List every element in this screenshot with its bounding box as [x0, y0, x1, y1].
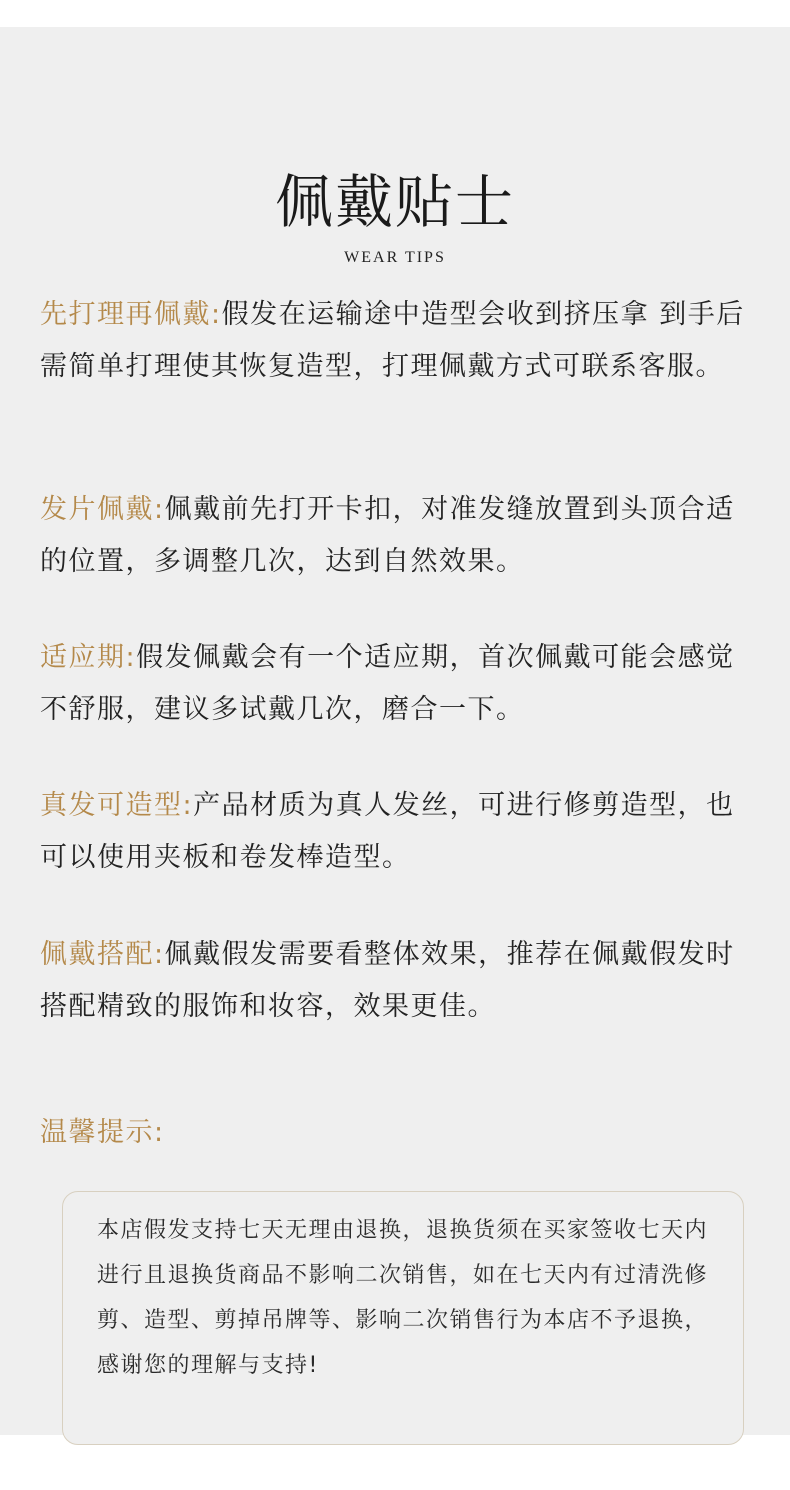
tip-item	[40, 929, 762, 1033]
tip-item	[40, 632, 762, 736]
notice-box	[62, 1191, 744, 1445]
page-title: 佩戴贴士	[274, 168, 515, 236]
tip-text: 假发佩戴会有一个适应期，首次佩戴可能会感觉不舒服，建议多试戴几次，磨合一下。	[40, 642, 735, 725]
tip-text: 佩戴假发需要看整体效果，推荐在佩戴假发时搭配精致的服饰和妆容，效果更佳。	[40, 939, 735, 1022]
tip-item	[40, 780, 762, 884]
tip-label: 先打理再佩戴:	[40, 299, 222, 330]
tip-label: 发片佩戴:	[40, 494, 165, 525]
tip-text: 佩戴前先打开卡扣，对准发缝放置到头顶合适的位置，多调整几次，达到自然效果。	[40, 494, 735, 577]
tip-item	[40, 289, 762, 393]
wear-tips-panel	[0, 27, 790, 1435]
notice-title: 温馨提示:	[40, 1117, 165, 1148]
tip-label: 真发可造型:	[40, 790, 194, 821]
tip-item	[40, 484, 762, 588]
tip-label: 佩戴搭配:	[40, 939, 165, 970]
tip-text: 假发在运输途中造型会收到挤压拿 到手后需简单打理使其恢复造型，打理佩戴方式可联系客服。	[40, 299, 745, 382]
tip-text: 产品材质为真人发丝，可进行修剪造型，也可以使用夹板和卷发棒造型。	[40, 790, 735, 873]
page-subtitle: WEAR TIPS	[344, 249, 446, 266]
notice-text: 本店假发支持七天无理由退换，退换货须在买家签收七天内进行且退换货商品不影响二次销售，如在七天内有过清洗修剪、造型、剪掉吊牌等、影响二次销售行为本店不予退换，感谢您的理解与支持!	[97, 1218, 709, 1378]
tip-label: 适应期:	[40, 642, 137, 673]
